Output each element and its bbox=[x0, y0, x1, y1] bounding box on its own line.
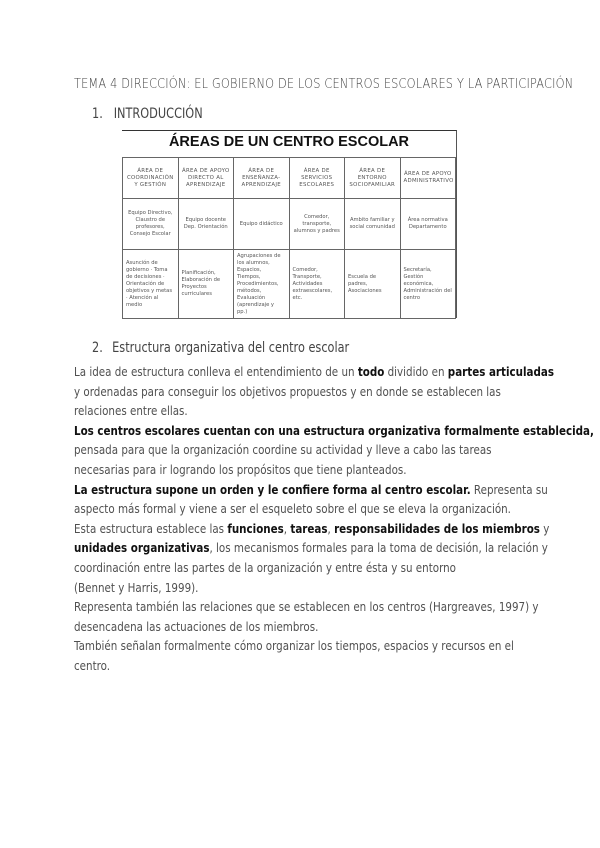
areas-table bbox=[122, 157, 456, 319]
text-line bbox=[74, 362, 554, 382]
paragraph bbox=[74, 362, 554, 421]
table-header-row bbox=[123, 158, 456, 199]
body-text bbox=[74, 362, 594, 676]
paragraph bbox=[74, 636, 520, 675]
text-line bbox=[74, 421, 594, 441]
text-run: La idea de estructura conlleva el entendimiento de un bbox=[74, 364, 358, 379]
table-cell: Equipo didáctico bbox=[234, 199, 290, 250]
table-cell: Equipo Directivo, Claustro de profesores, Consejo Escolar bbox=[123, 199, 179, 250]
figure-title: ÁREAS DE UN CENTRO ESCOLAR bbox=[168, 134, 410, 150]
section-number: 2. bbox=[92, 340, 103, 356]
header-cell: ÁREA DE APOYO DIRECTO AL APRENDIZAJE bbox=[178, 158, 234, 199]
text-run: , bbox=[327, 520, 335, 536]
table-cell: Área normativa Departamento bbox=[400, 199, 456, 250]
table-cell: Ambito familiar y social comunidad bbox=[345, 199, 401, 250]
header-cell: ÁREA DE APOYO ADMINISTRATIVO bbox=[400, 158, 456, 199]
table-cell: Agrupaciones de los alumnos, Espacios, Tiempos, Procedimientos, métodos, Evaluación (aprendizaje y pp.) bbox=[234, 250, 290, 319]
text-line: coordinación entre las partes de la organización y entre ésta y su entorno bbox=[74, 559, 457, 575]
bold-text: partes articuladas bbox=[447, 364, 554, 379]
section-number: 1. bbox=[92, 106, 103, 122]
section-label: INTRODUCCIÓN bbox=[113, 106, 203, 122]
text-run: dividido en bbox=[384, 364, 448, 379]
header-cell: ÁREA DE ENTORNO SOCIOFAMILIAR bbox=[345, 158, 401, 199]
header-cell: ÁREA DE COORDINACIÓN Y GESTIÓN bbox=[123, 158, 179, 199]
table-cell: Comedor, transporte, alumnos y padres bbox=[289, 199, 345, 250]
table-cell: Asunción de gobierno · Toma de decisiones · Orientación de objetivos y metas · Atención al medio bbox=[123, 250, 179, 319]
table-cell: Secretaría, Gestión económica, Administración del centro bbox=[400, 250, 456, 319]
text-line: necesarias para ir logrando los propósitos que tiene planteados. bbox=[74, 461, 407, 477]
document-title: TEMA 4 DIRECCIÓN: EL GOBIERNO DE LOS CENTROS ESCOLARES Y LA PARTICIPACIÓN bbox=[74, 77, 574, 92]
text-run: , los mecanismos formales para la toma de decisión, la relación y bbox=[209, 540, 548, 556]
text-line: Representa también las relaciones que se establecen en los centros (Hargreaves, 1997) y bbox=[74, 599, 539, 615]
table-row bbox=[123, 199, 456, 250]
bold-text: unidades organizativas bbox=[74, 540, 210, 556]
section-heading-estructura bbox=[92, 340, 349, 356]
table-row bbox=[123, 250, 456, 319]
text-line: desencadena las actuaciones de los miembros. bbox=[74, 618, 319, 634]
bold-text: La estructura supone un orden y le confiere forma al centro escolar. bbox=[74, 481, 471, 497]
text-line bbox=[74, 519, 550, 539]
bold-text: responsabilidades de los miembros bbox=[334, 520, 540, 536]
bold-text: todo bbox=[357, 364, 385, 379]
header-cell: ÁREA DE ENSEÑANZA-APRENDIZAJE bbox=[234, 158, 290, 199]
text-line: aspecto más formal y viene a ser el esqueleto sobre el que se eleva la organización. bbox=[74, 501, 511, 517]
text-line: pensada para que la organización coordine su actividad y lleve a cabo las tareas bbox=[74, 442, 492, 458]
text-run: Representa su bbox=[470, 481, 548, 497]
text-line: relaciones entre ellas. bbox=[74, 403, 188, 419]
text-line bbox=[74, 538, 548, 558]
bold-text: Los centros escolares cuentan con una estructura organizativa formalmente establecida, bbox=[74, 422, 594, 438]
text-run: , bbox=[283, 520, 291, 536]
areas-figure bbox=[122, 130, 457, 318]
table-cell: Planificación, Elaboración de Proyectos curriculares bbox=[178, 250, 234, 319]
text-line: y ordenadas para conseguir los objetivos propuestos y en donde se establecen las bbox=[74, 383, 501, 399]
bold-text: funciones bbox=[227, 520, 284, 536]
text-run: y bbox=[539, 520, 550, 536]
table-cell: Escuela de padres, Asociaciones bbox=[345, 250, 401, 319]
paragraph bbox=[74, 597, 539, 636]
section-heading-introduccion bbox=[92, 106, 203, 122]
bold-text: tareas bbox=[290, 520, 328, 536]
text-line: (Bennet y Harris, 1999). bbox=[74, 579, 199, 595]
section-label: Estructura organizativa del centro escolar bbox=[112, 340, 350, 356]
header-cell: ÁREA DE SERVICIOS ESCOLARES bbox=[289, 158, 345, 199]
text-run: Esta estructura establece las bbox=[74, 520, 228, 536]
text-line: También señalan formalmente cómo organizar los tiempos, espacios y recursos en el bbox=[74, 638, 514, 654]
table-cell: Comedor, Transporte, Actividades extraescolares, etc. bbox=[289, 250, 345, 319]
text-line bbox=[74, 480, 548, 500]
text-line: centro. bbox=[74, 657, 111, 673]
paragraph bbox=[74, 421, 594, 480]
paragraph bbox=[74, 480, 550, 598]
table-cell: Equipo docente Dep. Orientación bbox=[178, 199, 234, 250]
